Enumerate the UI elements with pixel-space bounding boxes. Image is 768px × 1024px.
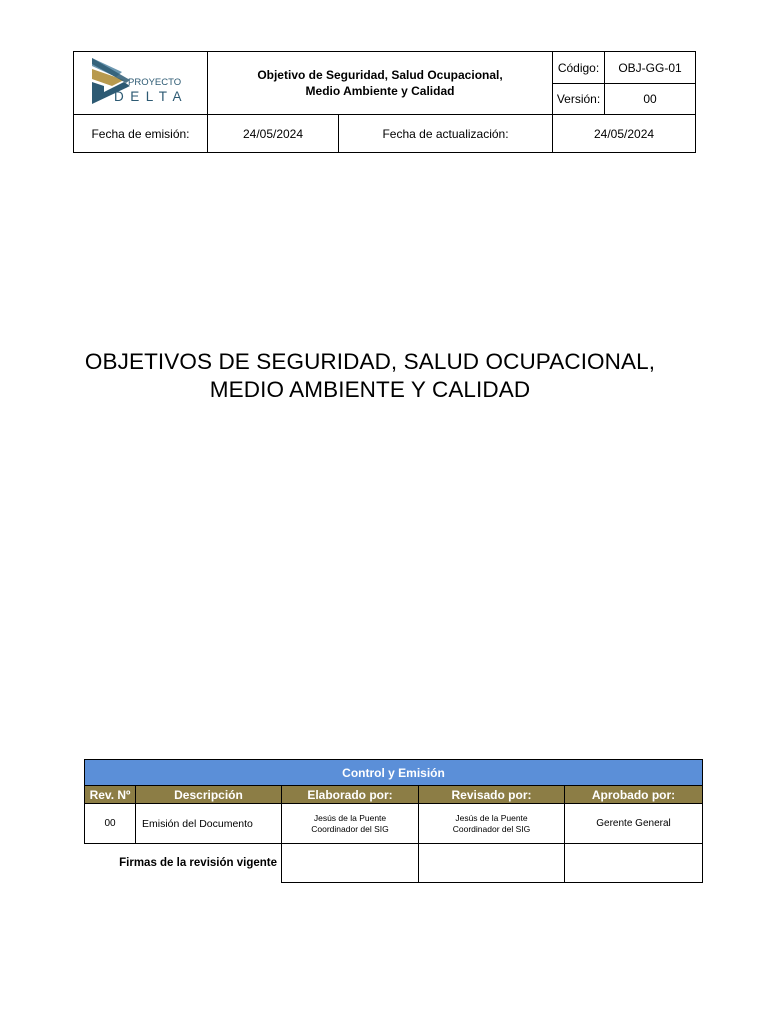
company-logo xyxy=(86,52,196,114)
elaborado-role: Coordinador del SIG xyxy=(311,823,389,834)
delta-logo-icon xyxy=(86,52,196,114)
row-elaborado xyxy=(282,804,419,844)
document-title-line2: Medio Ambiente y Calidad xyxy=(305,84,455,98)
version-label: Versión: xyxy=(553,84,605,115)
logo-brand-top: PROYECTO xyxy=(127,77,181,88)
main-title xyxy=(40,348,700,404)
main-title-line1: OBJETIVOS DE SEGURIDAD, SALUD OCUPACIONAL, xyxy=(84,349,656,374)
codigo-label: Código: xyxy=(553,52,605,84)
row-revisado xyxy=(419,804,565,844)
main-title-line2: MEDIO AMBIENTE Y CALIDAD xyxy=(209,377,531,402)
elaborado-name: Jesús de la Puente xyxy=(313,812,387,823)
col-rev: Rev. Nº xyxy=(85,786,136,804)
col-descripcion: Descripción xyxy=(136,786,282,804)
signatures-label: Firmas de la revisión vigente xyxy=(119,857,277,870)
row-descripcion: Emisión del Documento xyxy=(136,804,282,844)
logo-cell xyxy=(74,52,208,115)
document-title-line1: Objetivo de Seguridad, Salud Ocupacional, xyxy=(257,68,503,82)
logo-brand-bottom: DELTA xyxy=(113,89,188,104)
emision-value: 24/05/2024 xyxy=(208,115,339,153)
signature-elaborado xyxy=(282,844,419,883)
signatures-row xyxy=(85,844,703,883)
document-title-cell xyxy=(208,52,553,115)
control-table-header xyxy=(85,786,703,804)
emision-label: Fecha de emisión: xyxy=(74,115,208,153)
row-rev: 00 xyxy=(85,804,136,844)
actualizacion-value: 24/05/2024 xyxy=(553,115,696,153)
actualizacion-label: Fecha de actualización: xyxy=(339,115,553,153)
control-table-title: Control y Emisión xyxy=(85,760,703,786)
col-aprobado: Aprobado por: xyxy=(565,786,703,804)
revisado-name: Jesús de la Puente xyxy=(455,812,528,823)
col-revisado: Revisado por: xyxy=(419,786,565,804)
version-value: 00 xyxy=(605,84,696,115)
revisado-role: Coordinador del SIG xyxy=(452,823,531,834)
signature-aprobado xyxy=(565,844,703,883)
row-aprobado: Gerente General xyxy=(565,804,703,844)
table-row xyxy=(85,804,703,844)
control-emision-table xyxy=(84,759,703,883)
col-elaborado: Elaborado por: xyxy=(282,786,419,804)
document-header xyxy=(73,51,696,153)
codigo-value: OBJ-GG-01 xyxy=(605,52,696,84)
signature-revisado xyxy=(419,844,565,883)
